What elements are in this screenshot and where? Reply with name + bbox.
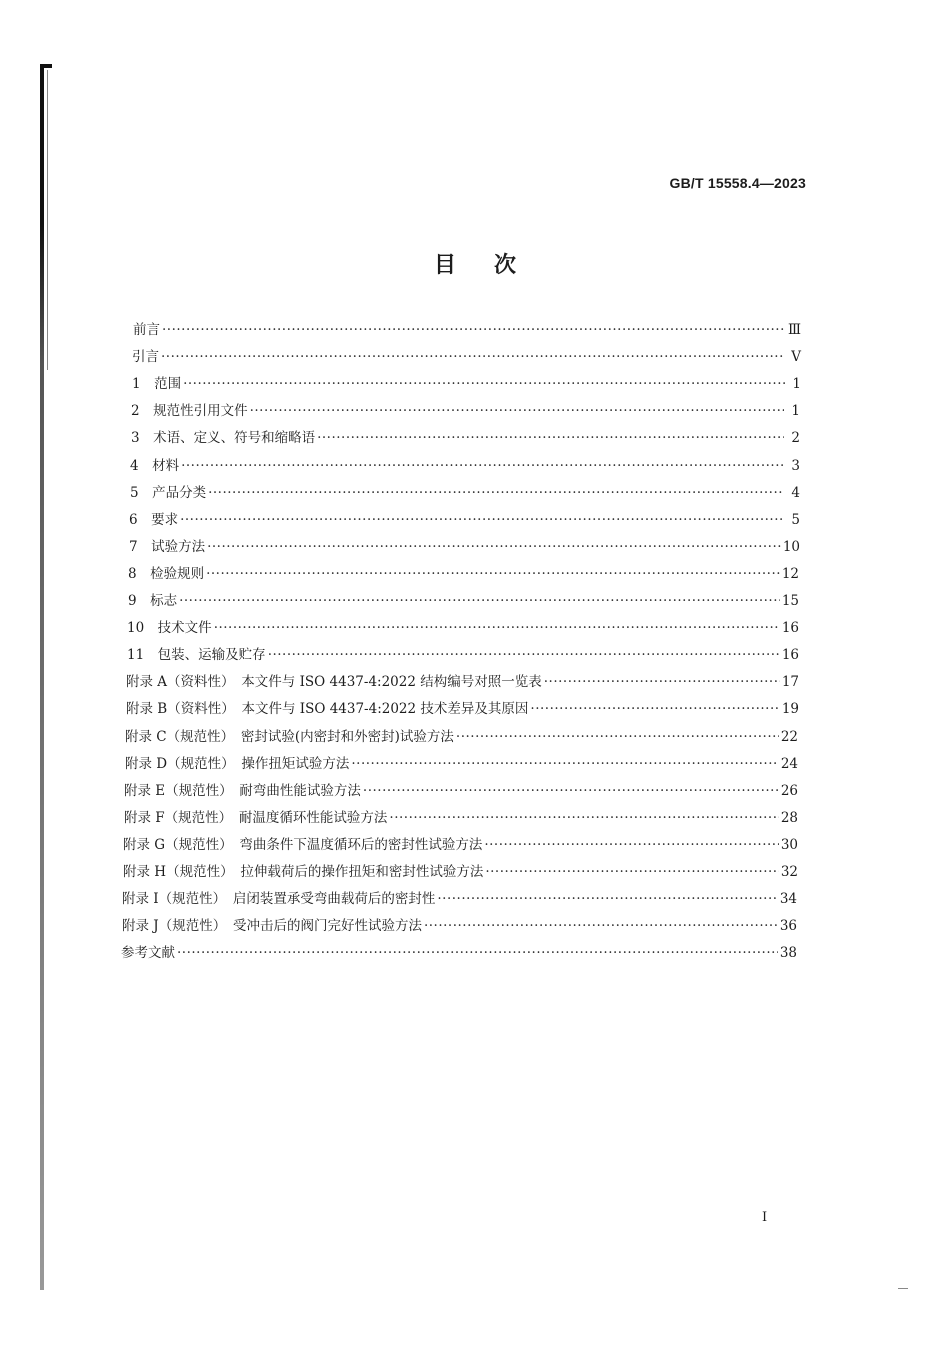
toc-entry-label: 附录 A（资料性） 本文件与 ISO 4437-4:2022 结构编号对照一览表 xyxy=(126,674,542,691)
toc-entry-page: V xyxy=(791,349,801,366)
toc-leader-dots xyxy=(250,401,784,421)
toc-entry-label: 附录 H（规范性） 拉伸载荷后的操作扭矩和密封性试验方法 xyxy=(123,864,484,880)
toc-leader-dots xyxy=(181,456,784,476)
scan-border xyxy=(47,70,48,370)
toc-entry-page: 19 xyxy=(781,701,799,718)
toc-entry[interactable] xyxy=(125,754,798,774)
toc-entry-label: 参考文献 xyxy=(121,945,175,962)
toc-leader-dots xyxy=(268,645,780,665)
toc-entry[interactable] xyxy=(122,916,797,936)
toc-entry-label: 附录 C（规范性） 密封试验(内密封和外密封)试验方法 xyxy=(125,728,454,745)
toc-entry[interactable] xyxy=(122,889,797,909)
toc-leader-dots xyxy=(456,727,779,747)
toc-entry-page: 5 xyxy=(791,511,800,528)
toc-entry-page: 38 xyxy=(779,945,797,962)
toc-entry-page: 28 xyxy=(780,809,798,826)
toc-leader-dots xyxy=(484,835,778,855)
toc-entry[interactable] xyxy=(123,862,798,882)
toc-entry-label: 11 包装、运输及贮存 xyxy=(127,647,266,664)
toc-leader-dots xyxy=(437,889,777,909)
toc-entry-page: 10 xyxy=(782,538,800,555)
toc-entry-label: 附录 J（规范性） 受冲击后的阀门完好性试验方法 xyxy=(122,918,422,935)
toc-leader-dots xyxy=(161,347,785,367)
toc-entry-label: 9 标志 xyxy=(128,593,178,609)
toc-entry-page: 1 xyxy=(792,376,801,393)
toc-entry[interactable] xyxy=(130,483,800,503)
toc-entry-page: 3 xyxy=(791,457,800,474)
toc-entry-page: 22 xyxy=(780,728,798,745)
scan-border xyxy=(40,64,44,1290)
toc-entry[interactable] xyxy=(127,645,799,665)
toc-leader-dots xyxy=(183,374,785,394)
page-number: I xyxy=(762,1210,768,1225)
toc-entry[interactable] xyxy=(123,835,798,855)
toc-entry-label: 10 技术文件 xyxy=(127,620,212,637)
toc-entry-label: 3 术语、定义、符号和缩略语 xyxy=(131,430,316,447)
toc-entry-label: 2 规范性引用文件 xyxy=(131,403,248,420)
toc-entry-page: 34 xyxy=(779,891,797,908)
toc-entry-label: 8 检验规则 xyxy=(128,565,205,582)
toc-entry-page: 2 xyxy=(791,430,800,447)
toc-leader-dots xyxy=(214,618,780,638)
toc-entry[interactable] xyxy=(132,374,801,394)
toc-entry[interactable] xyxy=(128,564,799,584)
toc-entry[interactable] xyxy=(129,537,800,557)
toc-entry-label: 前言 xyxy=(133,322,160,338)
toc-entry[interactable] xyxy=(125,727,798,747)
toc-entry-label: 附录 G（规范性） 弯曲条件下温度循环后的密封性试验方法 xyxy=(123,836,483,853)
toc-entry-label: 附录 F（规范性） 耐温度循环性能试验方法 xyxy=(124,809,388,826)
toc-entry-page: 1 xyxy=(791,403,800,420)
toc-entry[interactable] xyxy=(126,672,799,692)
toc-entry[interactable] xyxy=(129,510,800,530)
toc-entry-label: 1 范围 xyxy=(132,376,182,393)
toc-leader-dots xyxy=(180,510,784,530)
toc-entry-page: 4 xyxy=(791,484,800,501)
document-code: GB/T 15558.4—2023 xyxy=(669,175,806,191)
toc-entry-label: 6 要求 xyxy=(129,511,179,528)
toc-entry[interactable] xyxy=(121,943,797,963)
toc-entry-page: 17 xyxy=(781,674,799,691)
toc-entry-page: Ⅲ xyxy=(787,322,801,338)
scan-corner-mark xyxy=(898,1288,908,1289)
toc-entry-label: 附录 B（资料性） 本文件与 ISO 4437-4:2022 技术差异及其原因 xyxy=(126,701,529,718)
toc-entry-label: 引言 xyxy=(132,349,159,366)
toc-leader-dots xyxy=(207,537,781,557)
toc-entry-page: 36 xyxy=(779,918,797,935)
toc-leader-dots xyxy=(351,754,778,774)
toc-leader-dots xyxy=(206,564,780,584)
toc-entry-label: 附录 I（规范性） 启闭装置承受弯曲载荷后的密封性 xyxy=(122,891,436,908)
toc-leader-dots xyxy=(162,320,785,340)
toc-entry-label: 4 材料 xyxy=(130,457,180,474)
toc-leader-dots xyxy=(179,591,780,611)
toc-leader-dots xyxy=(424,916,778,936)
toc-entry-page: 26 xyxy=(780,782,798,799)
toc-entry-page: 12 xyxy=(781,565,799,582)
toc-entry[interactable] xyxy=(131,401,800,421)
toc-entry[interactable] xyxy=(132,347,801,367)
toc-entry-page: 16 xyxy=(781,647,799,664)
toc-entry-page: 30 xyxy=(780,836,798,853)
toc-entry-page: 32 xyxy=(780,864,798,880)
toc-leader-dots xyxy=(317,428,784,448)
toc-leader-dots xyxy=(389,808,778,828)
toc-entry-page: 16 xyxy=(781,620,799,637)
toc-entry[interactable] xyxy=(131,428,800,448)
toc-entry[interactable] xyxy=(124,781,798,801)
toc-leader-dots xyxy=(363,781,779,801)
toc-entry[interactable] xyxy=(126,699,799,719)
toc-leader-dots xyxy=(544,672,780,692)
toc-entry[interactable] xyxy=(128,591,799,611)
page-title: 目次 xyxy=(433,253,554,278)
toc-entry[interactable] xyxy=(130,456,800,476)
toc-entry[interactable] xyxy=(127,618,799,638)
toc-entry-page: 15 xyxy=(781,593,799,609)
toc-leader-dots xyxy=(530,699,779,719)
toc-leader-dots xyxy=(208,483,784,503)
toc-entry-label: 7 试验方法 xyxy=(129,538,206,555)
toc-entry[interactable] xyxy=(133,320,801,340)
toc-leader-dots xyxy=(485,862,778,882)
toc-entry-page: 24 xyxy=(780,755,798,772)
toc-leader-dots xyxy=(177,943,778,963)
toc-entry[interactable] xyxy=(124,808,798,828)
toc-entry-label: 附录 D（规范性） 操作扭矩试验方法 xyxy=(125,755,350,772)
toc-entry-label: 附录 E（规范性） 耐弯曲性能试验方法 xyxy=(124,782,361,799)
toc-entry-label: 5 产品分类 xyxy=(130,484,207,501)
